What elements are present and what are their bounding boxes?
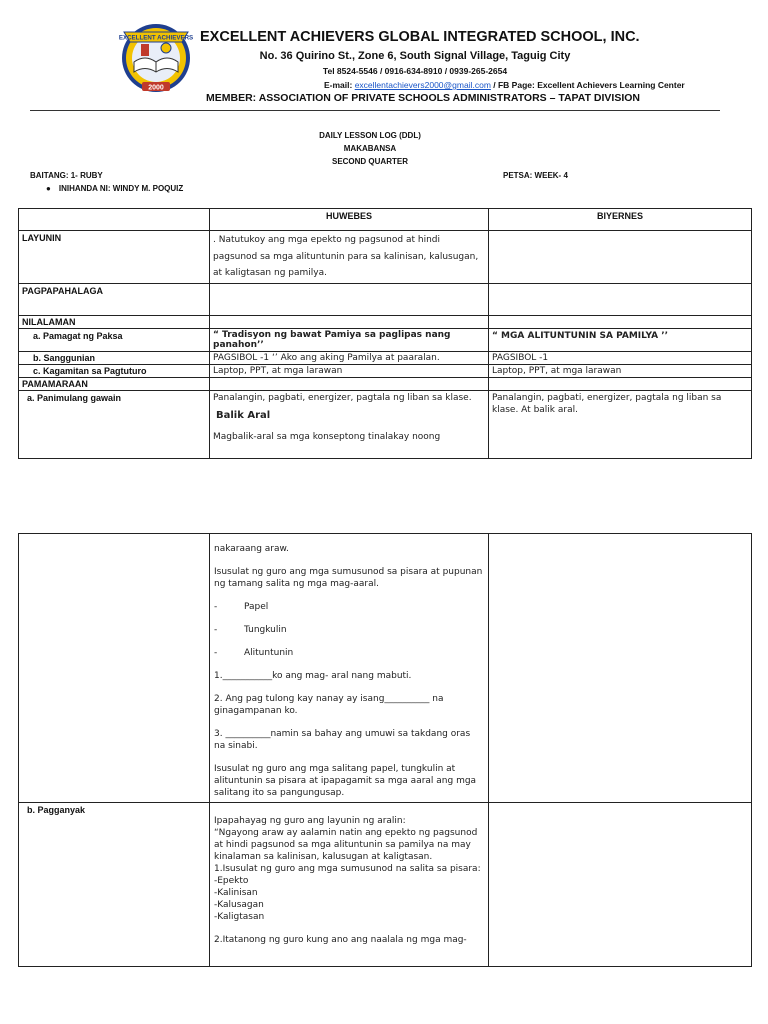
label-kagamitan-text: c. Kagamitan sa Pagtuturo	[33, 366, 147, 376]
doc-subject: MAKABANSA	[343, 144, 397, 153]
balik-aral-heading: Balik Aral	[216, 410, 271, 421]
doc-quarter: SECOND QUARTER	[331, 157, 408, 166]
panimulang-thu-text-2: Magbalik-aral sa mga konseptong tinalakay noong	[213, 432, 441, 442]
school-name: EXCELLENT ACHIEVERS GLOBAL INTEGRATED SCHOOL, INC.	[200, 29, 640, 45]
question-1: 1.___________ko ang mag- aral nang mabuti.	[214, 671, 412, 681]
label-panimulang-text: a. Panimulang gawain	[27, 393, 122, 403]
pagganyak-list-item: -Kalinisan	[214, 888, 258, 898]
paksa-fri: “ MGA ALITUNTUNIN SA PAMILYA ’’	[489, 329, 752, 352]
label-sanggunian-text: b. Sanggunian	[33, 353, 95, 363]
dash-item-3	[214, 647, 485, 659]
label-sanggunian	[19, 352, 210, 365]
email-prefix: E-mail:	[324, 80, 355, 90]
row-panimulang	[19, 391, 752, 459]
row-kagamitan	[19, 365, 752, 378]
dash-mark: -	[214, 602, 218, 612]
header-empty-cell	[19, 209, 210, 231]
cont-text-3: Isusulat ng guro ang mga salitang papel, tungkulin at alituntunin sa pisara at ipapagamit sa mga aaral ang mga salitang ito sa pangungusap.	[214, 764, 477, 798]
pagganyak-list-item: -Kalusagan	[214, 900, 264, 910]
panimulang-thu	[210, 391, 489, 459]
label-paksa	[19, 329, 210, 352]
kagamitan-fri: Laptop, PPT, at mga larawan	[489, 365, 752, 378]
dash-mark: -	[214, 625, 218, 635]
row-pagganyak	[19, 803, 752, 967]
dash-mark: -	[214, 648, 218, 658]
baitang: BAITANG: 1- RUBY	[30, 171, 103, 180]
pagganyak-text-3: 1.Isusulat ng guro ang mga sumusunod na salita sa pisara:	[214, 864, 481, 874]
lesson-log-table-2	[18, 533, 752, 967]
sanggunian-fri: PAGSIBOL -1	[489, 352, 752, 365]
col-biyernes: BIYERNES	[489, 209, 752, 231]
dash-item-1	[214, 601, 485, 613]
sanggunian-thu: PAGSIBOL -1 ‘’ Ako ang aking Pamilya at paaralan.	[210, 352, 489, 365]
nilalaman-thu	[210, 316, 489, 329]
kagamitan-thu: Laptop, PPT, at mga larawan	[210, 365, 489, 378]
continuation-label-cell	[19, 534, 210, 803]
row-nilalaman	[19, 316, 752, 329]
fb-page: / FB Page: Excellent Achievers Learning Center	[490, 80, 685, 90]
dash-item-text: Alituntunin	[244, 648, 294, 658]
school-address: No. 36 Quirino St., Zone 6, South Signal Village, Taguig City	[259, 50, 571, 62]
paksa-thu: “ Tradisyon ng bawat Pamiya sa paglipas nang panahon’’	[210, 329, 489, 352]
dash-item-text: Tungkulin	[244, 625, 287, 635]
label-pagganyak	[19, 803, 210, 967]
row-paksa	[19, 329, 752, 352]
lesson-log-table-1	[18, 208, 752, 459]
label-paksa-text: a. Pamagat ng Paksa	[33, 331, 123, 341]
pagpapahalaga-fri	[489, 284, 752, 316]
school-logo	[112, 18, 200, 94]
row-continuation	[19, 534, 752, 803]
member-line: MEMBER: ASSOCIATION OF PRIVATE SCHOOLS ADMINISTRATORS – TAPAT DIVISION	[206, 92, 641, 104]
email-link[interactable]: excellentachievers2000@gmail.com	[354, 80, 491, 90]
label-nilalaman: NILALAMAN	[19, 316, 210, 329]
logo-year: 2000	[148, 84, 164, 92]
pagganyak-text-2: “Ngayong araw ay aalamin natin ang epekto ng pagsunod at hindi pagsunod sa mga alituntunin sa pamilya na may kinalaman sa kalinisan, kalusugan at kaligtasan.	[214, 828, 478, 862]
inihanda-text: INIHANDA NI: WINDY M. POQUIZ	[58, 184, 184, 193]
pagganyak-text-1: Ipapahayag ng guro ang layunin ng aralin:	[214, 816, 406, 826]
question-3: 3. __________namin sa bahay ang umuwi sa takdang oras na sinabi.	[214, 729, 471, 751]
row-sanggunian	[19, 352, 752, 365]
pagganyak-list-item: -Kaligtasan	[214, 912, 265, 922]
label-pagpapahalaga: PAGPAPAHALAGA	[19, 284, 210, 316]
pamamaraan-thu	[210, 378, 489, 391]
petsa: PETSA: WEEK- 4	[503, 171, 568, 180]
panimulang-fri: Panalangin, pagbati, energizer, pagtala ng liban sa klase. At balik aral.	[489, 391, 752, 459]
pagganyak-fri	[489, 803, 752, 967]
nilalaman-fri	[489, 316, 752, 329]
label-kagamitan	[19, 365, 210, 378]
question-2: 2. Ang pag tulong kay nanay ay isang__________ na ginagampanan ko.	[214, 694, 444, 716]
row-pagpapahalaga	[19, 284, 752, 316]
continuation-fri	[489, 534, 752, 803]
school-tel: Tel 8524-5546 / 0916-634-8910 / 0939-265-2654	[322, 66, 508, 76]
panimulang-thu-text-1: Panalangin, pagbati, energizer, pagtala ng liban sa klase.	[213, 393, 472, 403]
pagganyak-list-item: -Epekto	[214, 876, 249, 886]
school-contact-line	[324, 80, 685, 90]
layunin-fri	[489, 231, 752, 284]
row-pamamaraan	[19, 378, 752, 391]
col-huwebes: HUWEBES	[210, 209, 489, 231]
label-pamamaraan: PAMAMARAAN	[19, 378, 210, 391]
label-panimulang	[19, 391, 210, 459]
pagganyak-thu	[210, 803, 489, 967]
pagganyak-text-4: 2.Itatanong ng guro kung ano ang naalala ng mga mag-	[214, 935, 467, 945]
bullet-icon: ●	[46, 184, 51, 193]
row-layunin	[19, 231, 752, 284]
inihanda	[46, 184, 183, 193]
layunin-thu: . Natutukoy ang mga epekto ng pagsunod at hindi pagsunod sa mga alituntunin para sa kalinisan, kalusugan, at kaligtasan ng pamilya.	[210, 231, 489, 284]
dash-item-text: Papel	[244, 602, 269, 612]
pagpapahalaga-thu	[210, 284, 489, 316]
logo-text: EXCELLENT ACHIEVERS	[118, 34, 194, 42]
label-layunin: LAYUNIN	[19, 231, 210, 284]
doc-title: DAILY LESSON LOG (DDL)	[319, 131, 421, 140]
cont-text-2: Isusulat ng guro ang mga sumusunod sa pisara at pupunan ng tamang salita ng mga mag-aaral.	[214, 567, 483, 589]
continuation-thu	[210, 534, 489, 803]
dash-item-2	[214, 624, 485, 636]
label-pagganyak-text: b. Pagganyak	[27, 805, 86, 815]
table-header-row	[19, 209, 752, 231]
pamamaraan-fri	[489, 378, 752, 391]
cont-text-1: nakaraang araw.	[214, 544, 289, 554]
header-divider	[30, 110, 720, 111]
